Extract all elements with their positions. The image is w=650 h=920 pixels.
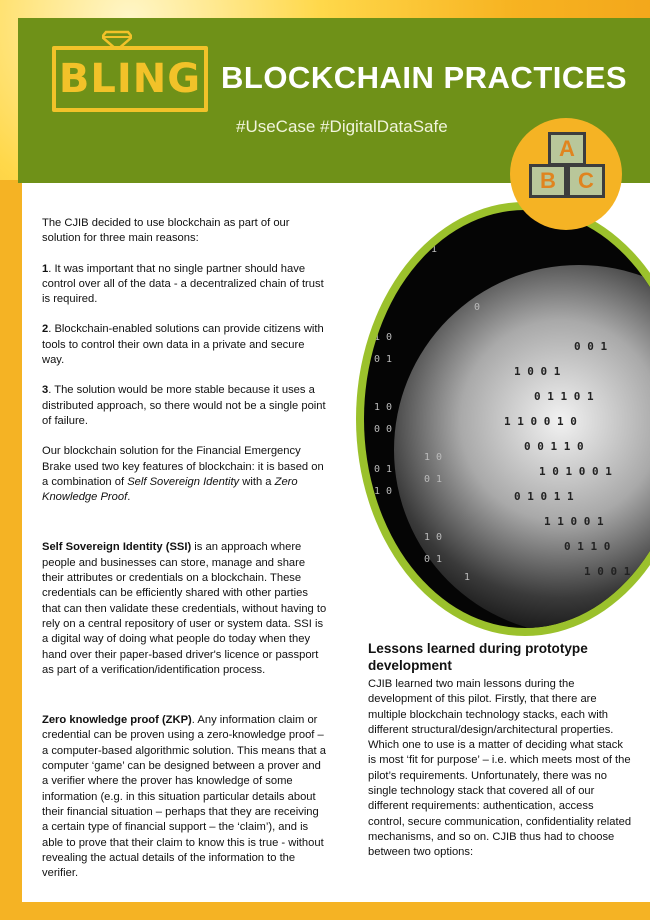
svg-text:0 0 1: 0 0 1 <box>574 340 608 353</box>
bling-logo: BLING <box>52 46 208 112</box>
zkp-paragraph: Zero knowledge proof (ZKP). Any information claim or credential can be proven using a zero-knowledge proof – a computer-based algorithmic solution. This means that a computer ‘game’ can be designed between a prover and a verifier where the prover has knowledge of some information (e.g. in this situation particular details about their financial situation – perhaps that they are receiving a certain type of financial support – the ‘claim’), and is able to prove that their claim to know this is true - without revealing the actual details of the information to the verifier. <box>42 714 326 880</box>
svg-text:0 0: 0 0 <box>374 424 393 435</box>
reason-1: 1. It was important that no single partner should have control over all of the data - a decentralized chain of trust is required. <box>42 262 324 306</box>
lessons-text: CJIB learned two main lessons during the development of this pilot. Firstly, that there are multiple blockchain technology stacks, each with different structural/design/architectural properties. Which one to use is a matter of deciding what stack is most ‘fit for purpose’ – i.e. which meets most of the pilot’s requirements. Unfortunately, there was no single technology stack that covered all of our different requirements: authentication, access control, secure communication, confidentiality related mechanisms, and so on. CJIB thus had to choose between two options: <box>368 678 632 859</box>
svg-text:1 0 0 1: 1 0 0 1 <box>514 365 561 378</box>
svg-text:1 1 0 0 1: 1 1 0 0 1 <box>544 515 604 528</box>
binary-globe-icon <box>364 210 650 628</box>
svg-text:1 0: 1 0 <box>374 402 393 413</box>
abc-blocks-badge <box>510 118 622 230</box>
svg-text:1 0: 1 0 <box>424 532 443 543</box>
block-b: B <box>529 164 567 198</box>
svg-text:0 1: 0 1 <box>424 554 443 565</box>
svg-text:1 1 0 0 1 0: 1 1 0 0 1 0 <box>504 415 577 428</box>
reason-3: 3. The solution would be more stable because it uses a distributed approach, so there would not be a single point of failure. <box>42 384 326 427</box>
svg-text:0 1: 0 1 <box>424 474 443 485</box>
svg-text:1 0: 1 0 <box>424 452 443 463</box>
page-title: BLOCKCHAIN PRACTICES <box>221 60 628 95</box>
svg-text:1 0: 1 0 <box>374 486 393 497</box>
svg-text:0 1 1 0: 0 1 1 0 <box>564 540 611 553</box>
reason-2: 2. Blockchain-enabled solutions can provide citizens with tools to control their own data in a private and secure way. <box>42 323 324 367</box>
bottom-accent-bar <box>0 902 650 920</box>
svg-text:0 1 0 1 1: 0 1 0 1 1 <box>514 490 574 503</box>
ssi-paragraph: Self Sovereign Identity (SSI) is an approach where people and businesses can store, manage and share their attributes or credentials on a blockchain. These credentials can be efficiently shared with other parties that can then validate these credentials, without having to rely on a central repository of user or system data. SSI is a digital way of doing what people do today when they hand over their paper-based driver's licence or passport as part of a verification/identification process. <box>42 541 327 676</box>
svg-text:0 1: 0 1 <box>374 464 393 475</box>
svg-text:0 1: 0 1 <box>374 354 393 365</box>
svg-text:0 1 1 0 1: 0 1 1 0 1 <box>534 390 594 403</box>
hashtags: #UseCase #DigitalDataSafe <box>236 117 448 136</box>
svg-text:0: 0 <box>474 302 481 313</box>
svg-text:1: 1 <box>464 572 471 583</box>
block-c: C <box>567 164 605 198</box>
svg-text:1 0: 1 0 <box>374 332 393 343</box>
svg-text:1 0 0 1: 1 0 0 1 <box>584 565 631 578</box>
svg-text:1 1: 1 1 <box>419 244 438 255</box>
block-a: A <box>548 132 586 166</box>
lessons-heading: Lessons learned during prototype development <box>368 641 588 673</box>
svg-text:1 0 1 0 0 1: 1 0 1 0 0 1 <box>539 465 612 478</box>
solution-text: Our blockchain solution for the Financial Emergency Brake used two key features of blockchain: it is based on a combination of Self Sovereign Identity with a Zero Knowledge Proof. <box>42 445 324 504</box>
intro-text: The CJIB decided to use blockchain as part of our solution for three main reasons: <box>42 217 290 245</box>
left-column <box>42 216 328 881</box>
left-accent-bar <box>0 180 22 920</box>
svg-text:0 0 1 1 0: 0 0 1 1 0 <box>524 440 584 453</box>
